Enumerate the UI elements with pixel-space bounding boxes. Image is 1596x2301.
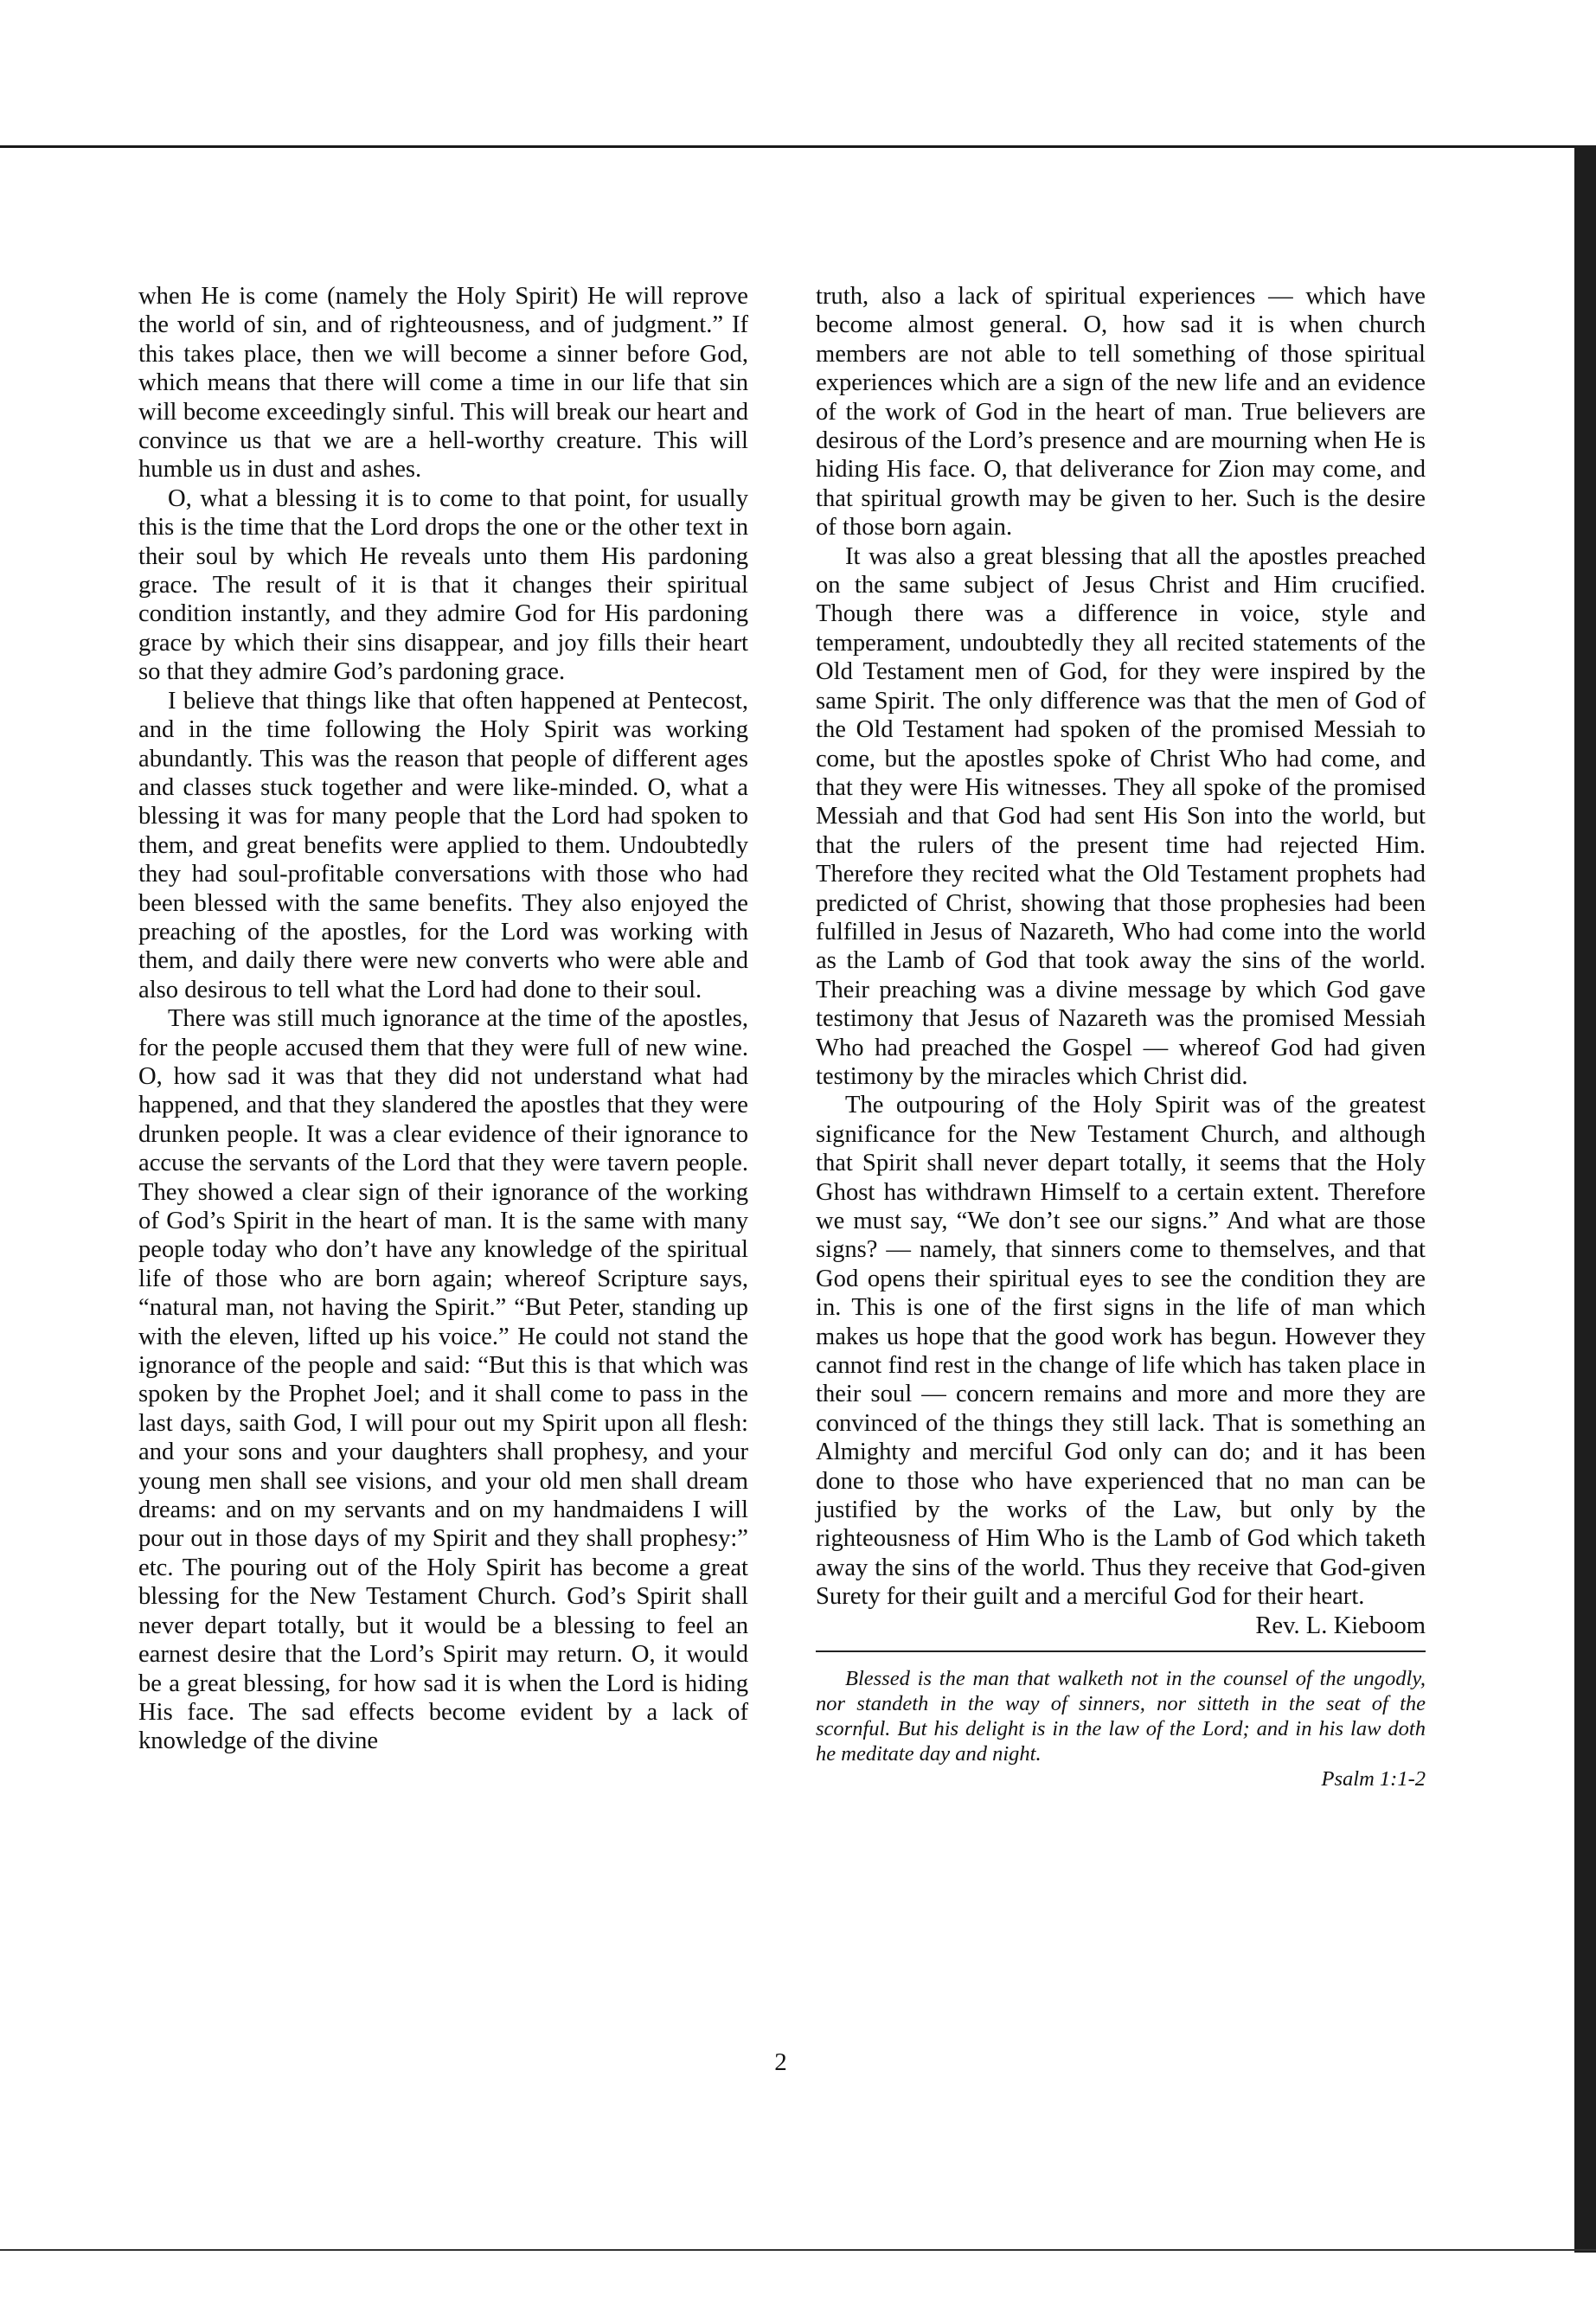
author-signature: Rev. L. Kieboom [1255,1612,1426,1639]
body-paragraph: when He is come (namely the Holy Spirit) He will reprove the world of sin, and of righteousness, and of judgment.” If this takes place, then we will become a sinner before God, which means that there will come a time in our life that sin will become exceedingly sinful. This will break our heart and convince us that we are a hell-worthy creature. This will humble us in dust and ashes. [138,283,748,484]
body-paragraph: It was also a great blessing that all the apostles preached on the same subject of Jesus Christ and Him crucified. Though there was a difference in voice, style and temperament, undoubtedly they all recited statements of the Old Testament men of God, for they were inspired by the same Spirit. The only difference was that the men of God of the Old Testament had spoken of the promised Messiah to come, but the apostles spoke of Christ Who had come, and that they were His witnesses. They all spoke of the promised Messiah and that God had sent His Son into the world, but that the rulers of the present time had rejected Him. Therefore they recited what the Old Testament prophets had predicted of Christ, showing that those prophesies had been fulfilled in Jesus of Nazareth, Who had come into the world as the Lamb of God that took away the sins of the world. Their preaching was a divine message by which God gave testimony that Jesus of Nazareth was the promised Messiah Who had preached the Gospel — whereof God had given testimony by the miracles which Christ did. [816,542,1426,1090]
body-paragraph: truth, also a lack of spiritual experiences — which have become almost general. O, how sad it is when church members are not able to tell something of those spiritual experiences which are a sign of the new life and an evidence of the work of God in the heart of man. True believers are desirous of the Lord’s presence and are mourning when He is hiding His face. O, that deliverance for Zion may come, and that spiritual growth may be given to her. Such is the desire of those born again. [816,283,1426,542]
body-paragraph: The outpouring of the Holy Spirit was of the greatest significance for the New Testament Church, and although that Spirit shall never depart totally, it seems that the Holy Ghost has withdrawn Himself to a certain extent. Therefore we must say, “We don’t see our signs.” And what are those signs? — namely, that sinners come to themselves, and that God opens their spiritual eyes to see the condition they are in. This is one of the first signs in the life of man which makes us hope that the good work has begun. However they cannot find rest in the change of life which has taken place in their soul — concern remains and more and more they are convinced of the things they still lack. That is something an Almighty and merciful God only can do; and it has been done to those who have experienced that no man can be justified by the works of the Law, but only by the righteousness of Him Who is the Lamb of God which taketh away the sins of the world. Thus they receive that God-given Surety for their guilt and a merciful God for their heart. [816,1092,1426,1611]
body-paragraph: I believe that things like that often happened at Pentecost, and in the time following the Holy Spirit was working abundantly. This was the reason that people of different ages and classes stuck together and were like-minded. O, what a blessing it was for many people that the Lord had spoken to them, and great benefits were applied to them. Undoubtedly they had soul-profitable conversations with those who had been blessed with the same benefits. They also enjoyed the preaching of the apostles, for the Lord was working with them, and daily there were new converts who were able and also desirous to tell what the Lord had done to their soul. [138,687,748,1003]
page-number: 2 [774,2048,787,2076]
scripture-reference: Psalm 1:1-2 [1321,1767,1426,1791]
page-bottom-edge [0,2249,1596,2251]
scripture-quote: Blessed is the man that walketh not in the counsel of the ungodly, nor standeth in the way of sinners, nor sitteth in the seat of the scornful. But his delight is in the law of the Lord; and in his law doth he meditate day and night. [816,1667,1426,1766]
divider-rule [816,1650,1426,1652]
page-top-edge [0,145,1596,148]
page-right-edge [1574,145,1596,2253]
body-paragraph: O, what a blessing it is to come to that point, for usually this is the time that the Lord drops the one or the other text in their soul by which He reveals unto them His pardoning grace. The result of it is that it changes their spiritual condition instantly, and they admire God for His pardoning grace by which their sins disappear, and joy fills their heart so that they admire God’s pardoning grace. [138,484,748,686]
right-column [816,282,1426,1791]
body-paragraph: There was still much ignorance at the time of the apostles, for the people accused them that they were full of new wine. O, how sad it was that they did not understand what had happened, and that they slandered the apostles that they were drunken people. It was a clear evidence of their ignorance to accuse the servants of the Lord that they were tavern people. They showed a clear sign of their ignorance of the working of God’s Spirit in the heart of man. It is the same with many people today who don’t have any knowledge of the spiritual life of those who are born again; whereof Scripture says, “natural man, not having the Spirit.” “But Peter, standing up with the eleven, lifted up his voice.” He could not stand the ignorance of the people and said: “But this is that which was spoken by the Prophet Joel; and it shall come to pass in the last days, saith God, I will pour out my Spirit upon all flesh: and your sons and your daughters shall prophesy, and your young men shall see visions, and your old men shall dream dreams: and on my servants and on my handmaidens I will pour out in those days of my Spirit and they shall prophesy:” etc. The pouring out of the Holy Spirit has become a great blessing for the New Testament Church. God’s Spirit shall never depart totally, but it would be a blessing to feel an earnest desire that the Lord’s Spirit may return. O, it would be a great blessing, for how sad it is when the Lord is hiding His face. The sad effects become evident by a lack of knowledge of the divine [138,1005,748,1755]
left-column [138,282,748,1756]
